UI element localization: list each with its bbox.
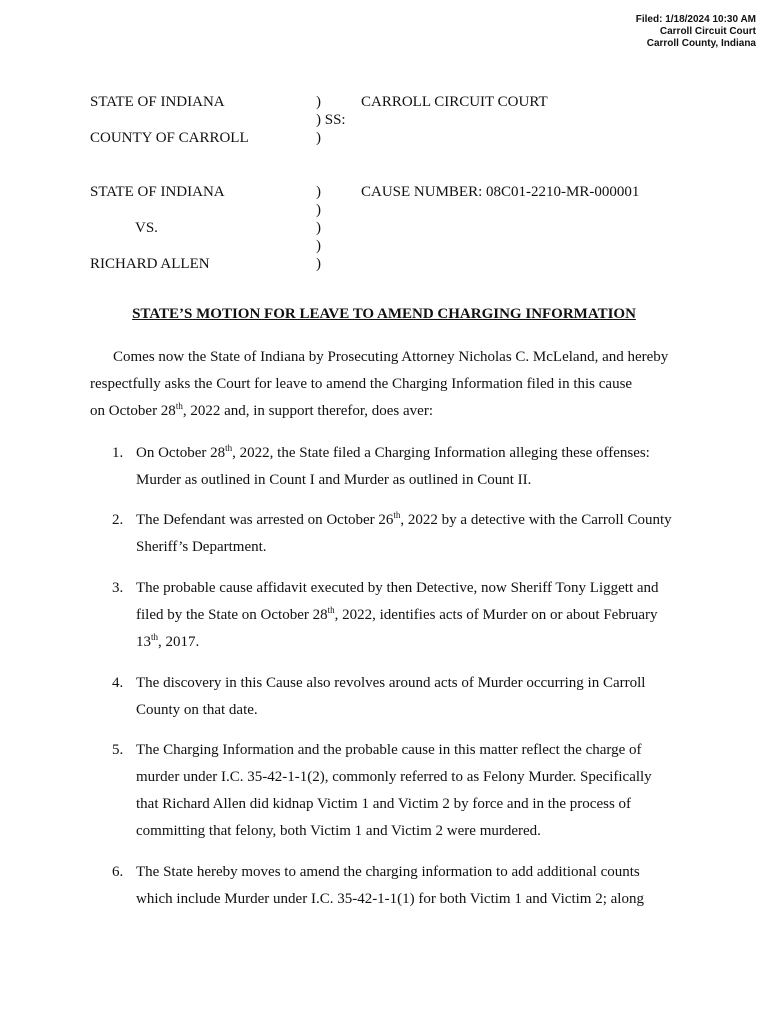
- item-number: 1.: [112, 445, 124, 461]
- caption-paren: ): [316, 238, 321, 254]
- caption-paren: ): [316, 256, 321, 272]
- item-text: The discovery in this Cause also revolves around acts of Murder occurring in Carroll County on that date.: [136, 675, 646, 718]
- item-text: The Charging Information and the probable cause in this matter reflect the charge of murder under I.C. 35-42-1-1(2), commonly referred to as Felony Murder. Specifically that Richard Allen did kidnap Victim 1 and Victim 2 by force and in the process of committing that felony, both Victim 1 and Victim 2 were murdered.: [136, 742, 652, 839]
- filed-county: Carroll County, Indiana: [646, 38, 756, 49]
- intro-paragraph: [90, 344, 680, 425]
- list-item: [90, 440, 680, 494]
- caption-paren: ): [316, 184, 321, 200]
- list-item: [90, 575, 680, 656]
- caption-paren: ): [316, 94, 321, 110]
- caption-paren: ): [316, 202, 321, 218]
- item-number: 6.: [112, 864, 124, 880]
- caption-cause-number: CAUSE NUMBER: 08C01-2210-MR-000001: [361, 184, 640, 200]
- intro-line: respectfully asks the Court for leave to amend the Charging Information filed in this cause: [90, 376, 633, 392]
- filed-court: Carroll Circuit Court: [659, 26, 756, 37]
- item-text: The Defendant was arrested on October 26th, 2022 by a detective with the Carroll County Sheriff’s Department.: [136, 510, 672, 555]
- intro-line: on October 28th, 2022 and, in support therefor, does aver:: [90, 401, 433, 419]
- caption-defendant: RICHARD ALLEN: [90, 256, 210, 272]
- caption-ss: ) SS:: [316, 112, 346, 128]
- caption-paren: ): [316, 130, 321, 146]
- item-number: 4.: [112, 675, 124, 691]
- list-item: [90, 737, 680, 845]
- list-item: [90, 670, 680, 724]
- caption-vs: VS.: [135, 220, 158, 236]
- item-number: 3.: [112, 580, 124, 596]
- caption-paren: ): [316, 220, 321, 236]
- item-text: On October 28th, 2022, the State filed a Charging Information alleging these offenses: Murder as outlined in Count I and Murder as outlined in Count II.: [136, 443, 650, 488]
- filed-datetime: Filed: 1/18/2024 10:30 AM: [635, 14, 756, 25]
- item-number: 2.: [112, 512, 124, 528]
- item-text: The State hereby moves to amend the charging information to add additional counts which include Murder under I.C. 35-42-1-1(1) for both Victim 1 and Victim 2; along: [136, 864, 644, 907]
- caption-court-name: CARROLL CIRCUIT COURT: [361, 94, 548, 110]
- caption-state-of: STATE OF INDIANA: [90, 94, 225, 110]
- list-item: [90, 859, 680, 913]
- caption-county-of: COUNTY OF CARROLL: [90, 130, 249, 146]
- filing-stamp: [636, 14, 756, 50]
- intro-line: Comes now the State of Indiana by Prosecuting Attorney Nicholas C. McLeland, and hereby: [113, 349, 669, 365]
- list-item: [90, 507, 680, 561]
- item-number: 5.: [112, 742, 124, 758]
- motion-title: STATE’S MOTION FOR LEAVE TO AMEND CHARGING INFORMATION: [132, 306, 636, 322]
- item-text: The probable cause affidavit executed by then Detective, now Sheriff Tony Liggett and filed by the State on October 28th, 2022, identifies acts of Murder on or about February 13th, 2017.: [136, 580, 659, 650]
- caption-plaintiff: STATE OF INDIANA: [90, 184, 225, 200]
